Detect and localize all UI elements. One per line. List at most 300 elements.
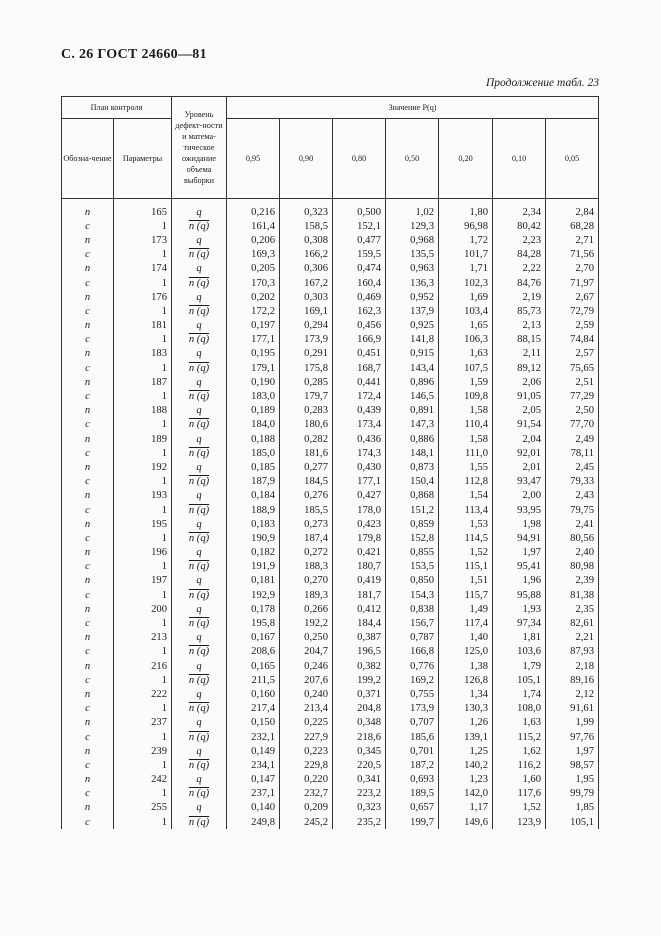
row-parameter: 216	[114, 659, 172, 673]
row-parameter: 187	[114, 375, 172, 389]
row-value: 160,4	[333, 276, 386, 290]
row-value: 92,01	[493, 446, 546, 460]
row-value: 0,294	[280, 319, 333, 333]
row-value: 2,70	[546, 262, 599, 276]
row-value: 89,12	[493, 361, 546, 375]
row-parameter: 237	[114, 716, 172, 730]
row-value: 0,225	[280, 716, 333, 730]
row-level: n (q)	[172, 248, 227, 262]
row-level: n (q)	[172, 588, 227, 602]
row-level: n (q)	[172, 560, 227, 574]
row-level: n (q)	[172, 219, 227, 233]
row-designation: n	[62, 233, 114, 247]
row-parameter: 192	[114, 460, 172, 474]
row-parameter: 1	[114, 446, 172, 460]
row-value: 0,423	[333, 517, 386, 531]
row-value: 123,9	[493, 815, 546, 829]
row-value: 0,345	[333, 744, 386, 758]
row-level: n (q)	[172, 730, 227, 744]
table-row	[62, 631, 599, 645]
row-parameter: 1	[114, 645, 172, 659]
row-value: 0,855	[386, 546, 439, 560]
row-level: n (q)	[172, 503, 227, 517]
row-value: 0,223	[280, 744, 333, 758]
row-value: 159,5	[333, 248, 386, 262]
row-designation: c	[62, 730, 114, 744]
row-value: 0,387	[333, 631, 386, 645]
row-parameter: 1	[114, 531, 172, 545]
table-row	[62, 432, 599, 446]
table-row	[62, 815, 599, 829]
row-parameter: 1	[114, 616, 172, 630]
row-value: 218,6	[333, 730, 386, 744]
row-value: 0,306	[280, 262, 333, 276]
row-parameter: 200	[114, 602, 172, 616]
row-parameter: 1	[114, 503, 172, 517]
row-value: 0,915	[386, 347, 439, 361]
row-value: 0,441	[333, 375, 386, 389]
row-value: 177,1	[333, 475, 386, 489]
row-value: 130,3	[439, 702, 493, 716]
row-value: 91,05	[493, 389, 546, 403]
row-parameter: 1	[114, 673, 172, 687]
row-value: 156,7	[386, 616, 439, 630]
row-value: 234,1	[227, 758, 280, 772]
row-value: 74,84	[546, 333, 599, 347]
row-value: 1,85	[546, 801, 599, 815]
row-value: 154,3	[386, 588, 439, 602]
row-value: 0,308	[280, 233, 333, 247]
row-value: 175,8	[280, 361, 333, 375]
row-level: q	[172, 716, 227, 730]
row-designation: c	[62, 645, 114, 659]
row-value: 0,197	[227, 319, 280, 333]
row-value: 237,1	[227, 787, 280, 801]
row-value: 79,33	[546, 475, 599, 489]
row-value: 2,84	[546, 199, 599, 220]
row-value: 232,1	[227, 730, 280, 744]
row-parameter: 1	[114, 304, 172, 318]
row-value: 109,8	[439, 389, 493, 403]
row-value: 0,283	[280, 404, 333, 418]
table-row	[62, 389, 599, 403]
row-value: 117,6	[493, 787, 546, 801]
row-value: 0,963	[386, 262, 439, 276]
row-designation: n	[62, 290, 114, 304]
row-value: 91,54	[493, 418, 546, 432]
row-value: 0,291	[280, 347, 333, 361]
row-value: 187,9	[227, 475, 280, 489]
row-parameter: 173	[114, 233, 172, 247]
table-row	[62, 446, 599, 460]
row-value: 2,00	[493, 489, 546, 503]
row-value: 0,183	[227, 517, 280, 531]
row-value: 167,2	[280, 276, 333, 290]
row-level: n (q)	[172, 758, 227, 772]
row-value: 152,8	[386, 531, 439, 545]
row-value: 98,57	[546, 758, 599, 772]
value-header: Значение P(q)	[227, 97, 599, 119]
row-parameter: 1	[114, 588, 172, 602]
row-value: 1,49	[439, 602, 493, 616]
row-value: 141,8	[386, 333, 439, 347]
row-value: 94,91	[493, 531, 546, 545]
row-value: 82,61	[546, 616, 599, 630]
row-value: 2,40	[546, 546, 599, 560]
row-value: 93,95	[493, 503, 546, 517]
level-header: Уровень дефект-ности и матема-тическое ожидание объема выборки	[172, 97, 227, 199]
row-value: 192,2	[280, 616, 333, 630]
row-level: q	[172, 319, 227, 333]
row-value: 1,63	[493, 716, 546, 730]
row-designation: c	[62, 304, 114, 318]
row-value: 169,1	[280, 304, 333, 318]
row-designation: n	[62, 687, 114, 701]
p-value-header: 0,95	[227, 119, 280, 199]
row-value: 93,47	[493, 475, 546, 489]
row-level: q	[172, 687, 227, 701]
row-designation: n	[62, 517, 114, 531]
p-value-header: 0,05	[546, 119, 599, 199]
row-designation: c	[62, 503, 114, 517]
row-value: 96,98	[439, 219, 493, 233]
row-value: 2,04	[493, 432, 546, 446]
row-value: 1,51	[439, 574, 493, 588]
row-value: 0,886	[386, 432, 439, 446]
row-parameter: 174	[114, 262, 172, 276]
row-value: 103,6	[493, 645, 546, 659]
row-value: 0,341	[333, 773, 386, 787]
row-value: 2,59	[546, 319, 599, 333]
row-level: n (q)	[172, 531, 227, 545]
row-value: 107,5	[439, 361, 493, 375]
row-value: 185,6	[386, 730, 439, 744]
row-value: 0,216	[227, 199, 280, 220]
row-value: 1,40	[439, 631, 493, 645]
table-row	[62, 687, 599, 701]
row-level: q	[172, 460, 227, 474]
row-value: 0,323	[333, 801, 386, 815]
row-value: 0,657	[386, 801, 439, 815]
row-value: 1,26	[439, 716, 493, 730]
row-value: 192,9	[227, 588, 280, 602]
table-row	[62, 602, 599, 616]
row-value: 0,859	[386, 517, 439, 531]
row-level: q	[172, 375, 227, 389]
row-value: 168,7	[333, 361, 386, 375]
row-value: 0,776	[386, 659, 439, 673]
row-value: 0,469	[333, 290, 386, 304]
row-designation: c	[62, 333, 114, 347]
table-row	[62, 290, 599, 304]
table-row	[62, 773, 599, 787]
row-parameter: 188	[114, 404, 172, 418]
row-value: 232,7	[280, 787, 333, 801]
table-row	[62, 418, 599, 432]
row-designation: n	[62, 546, 114, 560]
row-designation: c	[62, 787, 114, 801]
row-value: 114,5	[439, 531, 493, 545]
row-value: 2,39	[546, 574, 599, 588]
row-value: 1,23	[439, 773, 493, 787]
row-level: n (q)	[172, 645, 227, 659]
table-row	[62, 233, 599, 247]
row-level: q	[172, 659, 227, 673]
row-value: 0,451	[333, 347, 386, 361]
row-value: 0,160	[227, 687, 280, 701]
row-value: 0,303	[280, 290, 333, 304]
row-value: 158,5	[280, 219, 333, 233]
row-value: 136,3	[386, 276, 439, 290]
row-value: 103,4	[439, 304, 493, 318]
row-designation: c	[62, 758, 114, 772]
row-value: 2,41	[546, 517, 599, 531]
row-value: 0,701	[386, 744, 439, 758]
row-parameter: 1	[114, 219, 172, 233]
row-value: 0,188	[227, 432, 280, 446]
row-value: 1,58	[439, 432, 493, 446]
row-parameter: 1	[114, 560, 172, 574]
row-level: q	[172, 489, 227, 503]
table-row	[62, 673, 599, 687]
row-parameter: 1	[114, 787, 172, 801]
row-level: n (q)	[172, 673, 227, 687]
row-value: 0,182	[227, 546, 280, 560]
row-value: 91,61	[546, 702, 599, 716]
row-parameter: 1	[114, 333, 172, 347]
row-value: 0,195	[227, 347, 280, 361]
table-row	[62, 787, 599, 801]
row-designation: c	[62, 475, 114, 489]
row-level: n (q)	[172, 304, 227, 318]
row-parameter: 1	[114, 361, 172, 375]
row-value: 178,0	[333, 503, 386, 517]
row-value: 181,7	[333, 588, 386, 602]
row-value: 135,5	[386, 248, 439, 262]
row-value: 148,1	[386, 446, 439, 460]
row-level: q	[172, 546, 227, 560]
row-value: 196,5	[333, 645, 386, 659]
row-value: 68,28	[546, 219, 599, 233]
row-value: 204,8	[333, 702, 386, 716]
row-value: 71,56	[546, 248, 599, 262]
row-value: 184,4	[333, 616, 386, 630]
row-value: 151,2	[386, 503, 439, 517]
row-value: 249,8	[227, 815, 280, 829]
table-row	[62, 758, 599, 772]
row-value: 211,5	[227, 673, 280, 687]
row-value: 2,35	[546, 602, 599, 616]
row-value: 166,8	[386, 645, 439, 659]
row-value: 75,65	[546, 361, 599, 375]
row-value: 1,97	[546, 744, 599, 758]
row-value: 187,2	[386, 758, 439, 772]
table-body	[62, 199, 599, 830]
table-row	[62, 304, 599, 318]
row-value: 2,18	[546, 659, 599, 673]
row-value: 1,38	[439, 659, 493, 673]
row-value: 1,55	[439, 460, 493, 474]
row-value: 179,7	[280, 389, 333, 403]
row-value: 97,34	[493, 616, 546, 630]
row-designation: n	[62, 631, 114, 645]
row-value: 179,8	[333, 531, 386, 545]
row-parameter: 197	[114, 574, 172, 588]
row-level: n (q)	[172, 276, 227, 290]
row-level: n (q)	[172, 361, 227, 375]
row-value: 1,53	[439, 517, 493, 531]
row-designation: n	[62, 404, 114, 418]
row-value: 0,436	[333, 432, 386, 446]
row-parameter: 239	[114, 744, 172, 758]
row-value: 77,29	[546, 389, 599, 403]
row-value: 1,80	[439, 199, 493, 220]
row-level: n (q)	[172, 475, 227, 489]
row-value: 1,81	[493, 631, 546, 645]
row-value: 0,456	[333, 319, 386, 333]
row-level: q	[172, 404, 227, 418]
row-value: 1,25	[439, 744, 493, 758]
row-value: 137,9	[386, 304, 439, 318]
row-designation: n	[62, 347, 114, 361]
row-value: 113,4	[439, 503, 493, 517]
row-value: 105,1	[493, 673, 546, 687]
row-value: 245,2	[280, 815, 333, 829]
row-value: 0,421	[333, 546, 386, 560]
row-value: 85,73	[493, 304, 546, 318]
row-parameter: 196	[114, 546, 172, 560]
table-row	[62, 659, 599, 673]
table-row	[62, 716, 599, 730]
row-level: q	[172, 262, 227, 276]
row-value: 111,0	[439, 446, 493, 460]
row-value: 2,21	[546, 631, 599, 645]
row-value: 106,3	[439, 333, 493, 347]
row-value: 0,277	[280, 460, 333, 474]
row-value: 1,58	[439, 404, 493, 418]
row-value: 0,190	[227, 375, 280, 389]
row-level: q	[172, 744, 227, 758]
row-designation: n	[62, 375, 114, 389]
row-value: 89,16	[546, 673, 599, 687]
row-level: q	[172, 574, 227, 588]
row-value: 199,7	[386, 815, 439, 829]
table-row	[62, 248, 599, 262]
row-value: 0,896	[386, 375, 439, 389]
row-value: 169,3	[227, 248, 280, 262]
row-designation: n	[62, 199, 114, 220]
row-value: 2,23	[493, 233, 546, 247]
row-value: 1,62	[493, 744, 546, 758]
row-value: 2,51	[546, 375, 599, 389]
row-designation: n	[62, 574, 114, 588]
row-value: 170,3	[227, 276, 280, 290]
row-value: 188,9	[227, 503, 280, 517]
table-row	[62, 531, 599, 545]
row-parameter: 1	[114, 815, 172, 829]
row-value: 0,181	[227, 574, 280, 588]
row-value: 180,6	[280, 418, 333, 432]
row-value: 1,59	[439, 375, 493, 389]
row-value: 139,1	[439, 730, 493, 744]
row-designation: c	[62, 673, 114, 687]
p-value-header: 0,80	[333, 119, 386, 199]
table-row	[62, 489, 599, 503]
row-value: 1,69	[439, 290, 493, 304]
row-parameter: 193	[114, 489, 172, 503]
row-value: 1,02	[386, 199, 439, 220]
row-value: 0,282	[280, 432, 333, 446]
row-value: 0,140	[227, 801, 280, 815]
row-parameter: 195	[114, 517, 172, 531]
row-value: 0,167	[227, 631, 280, 645]
row-value: 1,72	[439, 233, 493, 247]
row-value: 208,6	[227, 645, 280, 659]
row-value: 2,06	[493, 375, 546, 389]
row-value: 101,7	[439, 248, 493, 262]
row-value: 195,8	[227, 616, 280, 630]
row-value: 0,755	[386, 687, 439, 701]
row-value: 0,693	[386, 773, 439, 787]
row-level: n (q)	[172, 446, 227, 460]
row-value: 0,323	[280, 199, 333, 220]
row-value: 0,477	[333, 233, 386, 247]
p-value-header: 0,50	[386, 119, 439, 199]
row-value: 0,202	[227, 290, 280, 304]
row-value: 87,93	[546, 645, 599, 659]
row-parameter: 1	[114, 418, 172, 432]
table-row	[62, 616, 599, 630]
row-value: 77,70	[546, 418, 599, 432]
row-value: 172,4	[333, 389, 386, 403]
page-header: С. 26 ГОСТ 24660—81	[61, 47, 207, 62]
row-value: 0,868	[386, 489, 439, 503]
row-parameter: 189	[114, 432, 172, 446]
row-value: 0,427	[333, 489, 386, 503]
table-row	[62, 375, 599, 389]
row-parameter: 1	[114, 730, 172, 744]
row-value: 189,5	[386, 787, 439, 801]
row-value: 0,891	[386, 404, 439, 418]
row-parameter: 255	[114, 801, 172, 815]
row-value: 235,2	[333, 815, 386, 829]
row-value: 1,98	[493, 517, 546, 531]
row-value: 99,79	[546, 787, 599, 801]
row-designation: c	[62, 446, 114, 460]
row-value: 84,28	[493, 248, 546, 262]
row-designation: n	[62, 262, 114, 276]
row-value: 2,22	[493, 262, 546, 276]
row-value: 1,63	[439, 347, 493, 361]
row-value: 229,8	[280, 758, 333, 772]
p-value-header: 0,10	[493, 119, 546, 199]
row-value: 2,11	[493, 347, 546, 361]
row-level: q	[172, 801, 227, 815]
table-row	[62, 361, 599, 375]
row-designation: n	[62, 801, 114, 815]
row-value: 172,2	[227, 304, 280, 318]
row-value: 146,5	[386, 389, 439, 403]
row-designation: n	[62, 602, 114, 616]
row-value: 0,925	[386, 319, 439, 333]
row-parameter: 1	[114, 702, 172, 716]
row-value: 115,1	[439, 560, 493, 574]
row-designation: n	[62, 460, 114, 474]
row-designation: n	[62, 432, 114, 446]
row-value: 173,4	[333, 418, 386, 432]
row-value: 0,707	[386, 716, 439, 730]
row-value: 213,4	[280, 702, 333, 716]
